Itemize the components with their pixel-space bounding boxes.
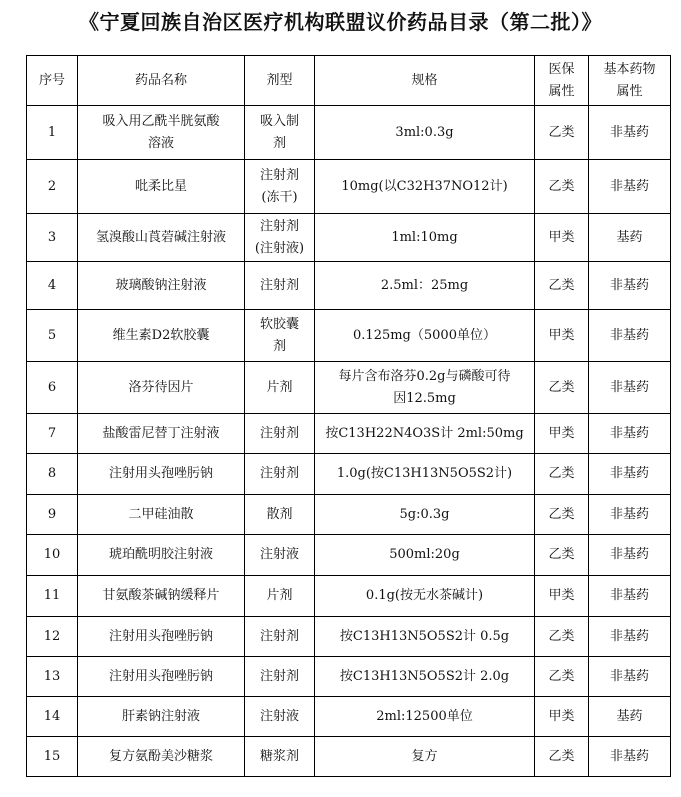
header-essential <box>589 56 671 106</box>
cell-essential: 非基药 <box>589 362 671 414</box>
cell-no: 14 <box>27 697 78 737</box>
cell-no: 7 <box>27 414 78 454</box>
cell-insurance: 甲类 <box>535 310 589 362</box>
cell-name-line: 吸入用乙酰半胱氨酸 <box>102 113 220 129</box>
header-essential-line: 属性 <box>616 83 643 99</box>
cell-spec-line: 因12.5mg <box>393 390 456 406</box>
cell-form <box>245 362 315 414</box>
cell-essential: 非基药 <box>589 617 671 657</box>
cell-insurance: 乙类 <box>535 262 589 310</box>
cell-name-line: 溶液 <box>147 135 174 151</box>
cell-spec <box>315 454 535 495</box>
cell-form <box>245 617 315 657</box>
cell-insurance: 乙类 <box>535 362 589 414</box>
cell-spec <box>315 657 535 697</box>
cell-name <box>78 160 245 214</box>
cell-insurance: 甲类 <box>535 697 589 737</box>
cell-form <box>245 262 315 310</box>
cell-name-line: 注射用头孢唑肟钠 <box>108 628 213 644</box>
cell-spec-line: 5g:0.3g <box>399 506 450 522</box>
header-insurance-line: 医保 <box>548 61 575 77</box>
cell-spec-line: 每片含布洛芬0.2g与磷酸可待 <box>338 368 511 384</box>
table-row <box>27 362 671 414</box>
cell-spec-line: 1.0g(按C13H13N5O5S2计) <box>336 466 513 481</box>
cell-no: 8 <box>27 454 78 495</box>
header-insurance <box>535 56 589 106</box>
cell-form <box>245 495 315 535</box>
cell-insurance: 乙类 <box>535 737 589 777</box>
cell-form-line: 注射剂 <box>259 628 299 644</box>
table-row <box>27 737 671 777</box>
cell-spec <box>315 160 535 214</box>
cell-name <box>78 214 245 262</box>
table-row <box>27 697 671 737</box>
table-row <box>27 214 671 262</box>
cell-form-line: 注射剂 <box>259 167 299 183</box>
header-insurance-line: 属性 <box>548 83 575 99</box>
cell-spec <box>315 310 535 362</box>
cell-spec-line: 0.125mg（5000单位） <box>353 327 496 343</box>
cell-name <box>78 737 245 777</box>
cell-essential: 非基药 <box>589 576 671 617</box>
cell-form-line: 注射剂 <box>259 277 299 293</box>
cell-no: 13 <box>27 657 78 697</box>
cell-no: 4 <box>27 262 78 310</box>
cell-spec-line: 按C13H13N5O5S2计 0.5g <box>339 628 510 644</box>
cell-form-line: 剂 <box>272 135 286 151</box>
cell-essential: 非基药 <box>589 657 671 697</box>
cell-spec <box>315 535 535 576</box>
cell-form-line: 注射剂 <box>259 218 299 234</box>
table-row <box>27 535 671 576</box>
cell-name-line: 肝素钠注射液 <box>121 708 200 724</box>
cell-insurance: 乙类 <box>535 535 589 576</box>
cell-insurance: 乙类 <box>535 495 589 535</box>
header-spec: 规格 <box>315 56 535 106</box>
cell-name-line: 复方氨酚美沙糖浆 <box>108 748 213 764</box>
cell-form-line: 吸入制 <box>259 113 299 129</box>
cell-essential: 非基药 <box>589 495 671 535</box>
cell-name-line: 琥珀酰明胶注射液 <box>108 547 213 562</box>
cell-spec <box>315 214 535 262</box>
cell-form-line: 剂 <box>272 338 286 354</box>
cell-name-line: 氢溴酸山莨菪碱注射液 <box>95 229 226 245</box>
table-row <box>27 576 671 617</box>
cell-spec-line: 按C13H22N4O3S计 2ml:50mg <box>325 425 524 441</box>
cell-no: 9 <box>27 495 78 535</box>
cell-name <box>78 362 245 414</box>
cell-essential: 基药 <box>589 214 671 262</box>
cell-spec <box>315 697 535 737</box>
cell-essential: 非基药 <box>589 535 671 576</box>
cell-spec-line: 复方 <box>411 748 438 764</box>
cell-spec <box>315 362 535 414</box>
cell-spec-line: 1ml:10mg <box>391 229 458 245</box>
table-row <box>27 657 671 697</box>
header-no: 序号 <box>27 56 78 106</box>
cell-spec-line: 2.5ml：25mg <box>380 277 469 293</box>
cell-form <box>245 697 315 737</box>
cell-no: 10 <box>27 535 78 576</box>
cell-spec-line: 按C13H13N5O5S2计 2.0g <box>339 668 510 684</box>
cell-essential: 基药 <box>589 697 671 737</box>
cell-name-line: 甘氨酸茶碱钠缓释片 <box>102 588 220 603</box>
cell-name <box>78 414 245 454</box>
cell-form <box>245 737 315 777</box>
cell-name <box>78 535 245 576</box>
cell-name <box>78 262 245 310</box>
cell-form-line: 软胶囊 <box>259 316 299 332</box>
cell-form <box>245 535 315 576</box>
cell-form <box>245 576 315 617</box>
cell-name-line: 二甲硅油散 <box>128 506 194 522</box>
cell-no: 1 <box>27 106 78 160</box>
cell-insurance: 乙类 <box>535 657 589 697</box>
cell-insurance: 甲类 <box>535 214 589 262</box>
cell-spec <box>315 495 535 535</box>
cell-form-line: 注射液 <box>259 547 299 562</box>
cell-essential: 非基药 <box>589 454 671 495</box>
cell-spec <box>315 617 535 657</box>
table-row <box>27 106 671 160</box>
cell-form-line: (冻干) <box>261 189 298 205</box>
cell-spec <box>315 106 535 160</box>
cell-form-line: 注射剂 <box>259 466 299 481</box>
cell-essential: 非基药 <box>589 160 671 214</box>
cell-spec-line: 0.1g(按无水茶碱计) <box>365 588 484 603</box>
cell-insurance: 甲类 <box>535 414 589 454</box>
cell-no: 3 <box>27 214 78 262</box>
cell-form <box>245 414 315 454</box>
cell-form-line: 注射剂 <box>259 668 299 684</box>
cell-form-line: 片剂 <box>266 588 293 603</box>
cell-form <box>245 310 315 362</box>
cell-insurance: 乙类 <box>535 617 589 657</box>
cell-spec-line: 3ml:0.3g <box>395 124 454 140</box>
cell-name <box>78 454 245 495</box>
cell-insurance: 乙类 <box>535 160 589 214</box>
cell-name <box>78 657 245 697</box>
document-title: 《宁夏回族自治区医疗机构联盟议价药品目录（第二批）》 <box>79 10 602 34</box>
cell-no: 5 <box>27 310 78 362</box>
cell-essential: 非基药 <box>589 737 671 777</box>
cell-name <box>78 697 245 737</box>
cell-essential: 非基药 <box>589 106 671 160</box>
cell-name-line: 盐酸雷尼替丁注射液 <box>102 425 220 441</box>
header-name: 药品名称 <box>78 56 245 106</box>
cell-form <box>245 454 315 495</box>
table-row <box>27 617 671 657</box>
cell-spec-line: 2ml:12500单位 <box>376 708 473 724</box>
cell-form-line: 散剂 <box>266 506 293 522</box>
cell-insurance: 乙类 <box>535 106 589 160</box>
cell-no: 12 <box>27 617 78 657</box>
cell-form <box>245 160 315 214</box>
table-row <box>27 495 671 535</box>
table-row <box>27 454 671 495</box>
header-essential-line: 基本药物 <box>603 61 656 77</box>
cell-name-line: 玻璃酸钠注射液 <box>115 277 207 293</box>
cell-no: 2 <box>27 160 78 214</box>
cell-form-line: 注射液 <box>259 708 299 724</box>
cell-form-line: 糖浆剂 <box>259 748 299 764</box>
cell-no: 11 <box>27 576 78 617</box>
cell-spec <box>315 737 535 777</box>
drug-catalog-table <box>26 55 671 777</box>
cell-insurance: 乙类 <box>535 454 589 495</box>
cell-name-line: 维生素D2软胶囊 <box>112 327 210 343</box>
cell-insurance: 甲类 <box>535 576 589 617</box>
table-body <box>27 106 671 777</box>
cell-name <box>78 106 245 160</box>
cell-form <box>245 106 315 160</box>
cell-spec <box>315 414 535 454</box>
cell-name <box>78 617 245 657</box>
cell-form-line: (注射液) <box>254 240 305 256</box>
cell-name-line: 洛芬待因片 <box>128 379 194 395</box>
table-header-row <box>27 56 671 106</box>
cell-form <box>245 214 315 262</box>
cell-name-line: 注射用头孢唑肟钠 <box>108 466 213 481</box>
cell-name-line: 注射用头孢唑肟钠 <box>108 668 213 684</box>
cell-form-line: 注射剂 <box>259 425 299 441</box>
cell-essential: 非基药 <box>589 414 671 454</box>
table-row <box>27 310 671 362</box>
cell-spec <box>315 576 535 617</box>
cell-spec-line: 500ml:20g <box>389 547 460 562</box>
cell-form <box>245 657 315 697</box>
table-row <box>27 262 671 310</box>
table-row <box>27 414 671 454</box>
cell-no: 15 <box>27 737 78 777</box>
cell-name-line: 吡柔比星 <box>134 178 187 194</box>
table-row <box>27 160 671 214</box>
cell-essential: 非基药 <box>589 262 671 310</box>
cell-essential: 非基药 <box>589 310 671 362</box>
cell-name <box>78 576 245 617</box>
cell-name <box>78 310 245 362</box>
cell-spec <box>315 262 535 310</box>
cell-name <box>78 495 245 535</box>
header-form: 剂型 <box>245 56 315 106</box>
cell-form-line: 片剂 <box>266 379 293 395</box>
cell-no: 6 <box>27 362 78 414</box>
cell-spec-line: 10mg(以C32H37NO12计) <box>341 178 508 194</box>
